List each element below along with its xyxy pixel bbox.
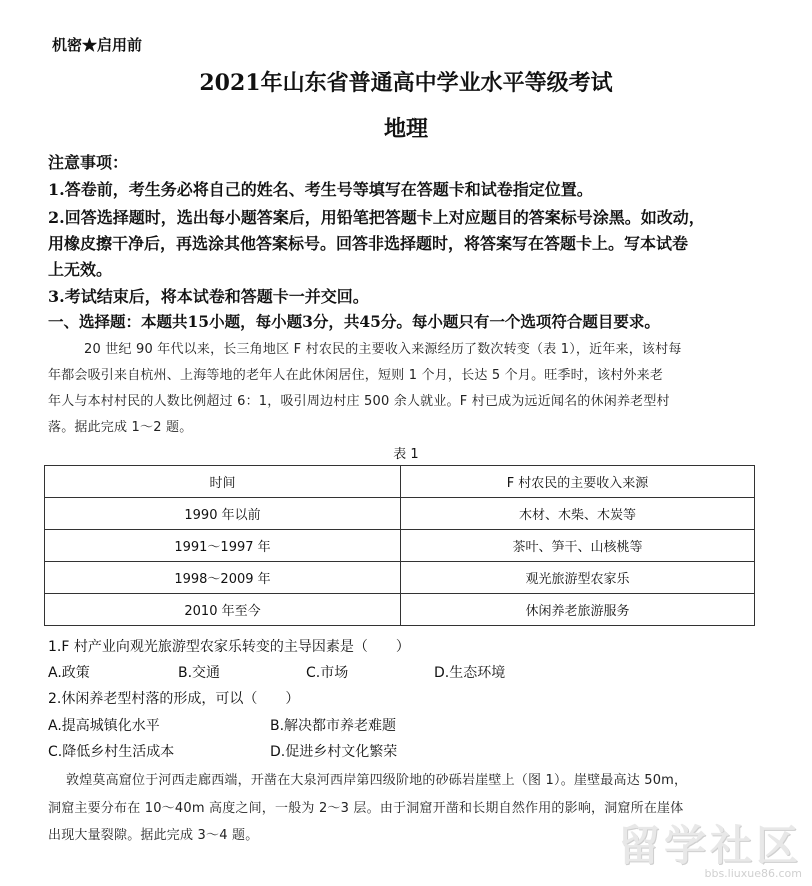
table-caption: 表 1 — [393, 447, 419, 462]
table-row — [45, 498, 755, 530]
notes-heading: 注意事项： — [48, 153, 129, 172]
note-item-2-line-1: 2.回答选择题时，选出每小题答案后，用铅笔把答题卡上对应题目的答案标号涂黑。如改动， — [48, 208, 705, 227]
passage1-line-2: 年都会吸引来自杭州、上海等地的老年人在此休闲居住，短则 1 个月，长达 5 个月。旺季时，该村外来老 — [48, 368, 664, 383]
q2-option-b: B.解决都市养老难题 — [270, 718, 397, 734]
table-row — [45, 530, 755, 562]
watermark-url: bbs.liuxue86.com — [704, 867, 802, 880]
table-row — [45, 594, 755, 626]
passage2-line-3: 出现大量裂隙。据此完成 3～4 题。 — [48, 828, 259, 843]
section-heading: 一、选择题：本题共15小题，每小题3分，共45分。每小题只有一个选项符合题目要求。 — [48, 312, 660, 331]
watermark-text: 留学社区 — [617, 821, 802, 870]
q2-option-d: D.促进乡村文化繁荣 — [270, 744, 398, 760]
question-2-stem: 2.休闲养老型村落的形成，可以（ ） — [48, 691, 300, 707]
note-item-2-line-2: 用橡皮擦干净后，再选涂其他答案标号。回答非选择题时，将答案写在答题卡上。写本试卷 — [48, 234, 689, 253]
table-cell: 1990 年以前 — [45, 498, 401, 530]
table-cell: 茶叶、笋干、山核桃等 — [401, 530, 755, 562]
watermark — [618, 813, 802, 880]
q1-option-c: C.市场 — [306, 665, 349, 681]
subject-title: 地理 — [383, 116, 428, 142]
table-header-cell: F 村农民的主要收入来源 — [401, 466, 755, 498]
q2-option-c: C.降低乡村生活成本 — [48, 744, 175, 760]
question-1-stem: 1.F 村产业向观光旅游型农家乐转变的主导因素是（ ） — [48, 639, 410, 655]
note-item-3: 3.考试结束后，将本试卷和答题卡一并交回。 — [48, 287, 369, 306]
q1-option-a: A.政策 — [48, 665, 90, 681]
table-header-row — [45, 466, 755, 498]
table-cell: 观光旅游型农家乐 — [401, 562, 755, 594]
confidential-label: 机密★启用前 — [52, 36, 143, 54]
table-row — [45, 562, 755, 594]
exam-title: 2021年山东省普通高中学业水平等级考试 — [199, 70, 613, 96]
table-cell: 休闲养老旅游服务 — [401, 594, 755, 626]
note-item-2-line-3: 上无效。 — [48, 260, 113, 279]
table-header-cell: 时间 — [45, 466, 401, 498]
passage2-line-2: 洞窟主要分布在 10～40m 高度之间，一般为 2～3 层。由于洞窟开凿和长期自然作用的影响，洞窟所在崖体 — [48, 801, 684, 816]
income-table — [44, 465, 755, 626]
table-cell: 2010 年至今 — [45, 594, 401, 626]
q2-option-a: A.提高城镇化水平 — [48, 718, 160, 734]
q1-option-b: B.交通 — [178, 665, 221, 681]
passage1-line-4: 落。据此完成 1～2 题。 — [48, 420, 193, 435]
table-cell: 1998～2009 年 — [45, 562, 401, 594]
table-cell: 1991～1997 年 — [45, 530, 401, 562]
passage2-line-1: 敦煌莫高窟位于河西走廊西端，开凿在大泉河西岸第四级阶地的砂砾岩崖壁上（图 1）。崖壁最高达 50m， — [66, 773, 688, 788]
q1-option-d: D.生态环境 — [434, 665, 506, 681]
note-item-1: 1.答卷前，考生务必将自己的姓名、考生号等填写在答题卡和试卷指定位置。 — [48, 180, 593, 199]
passage1-line-1: 20 世纪 90 年代以来，长三角地区 F 村农民的主要收入来源经历了数次转变（表 1），近年来，该村每 — [84, 342, 682, 357]
passage1-line-3: 年人与本村村民的人数比例超过 6：1，吸引周边村庄 500 余人就业。F 村已成为远近闻名的休闲养老型村 — [48, 394, 670, 409]
table-cell: 木材、木柴、木炭等 — [401, 498, 755, 530]
